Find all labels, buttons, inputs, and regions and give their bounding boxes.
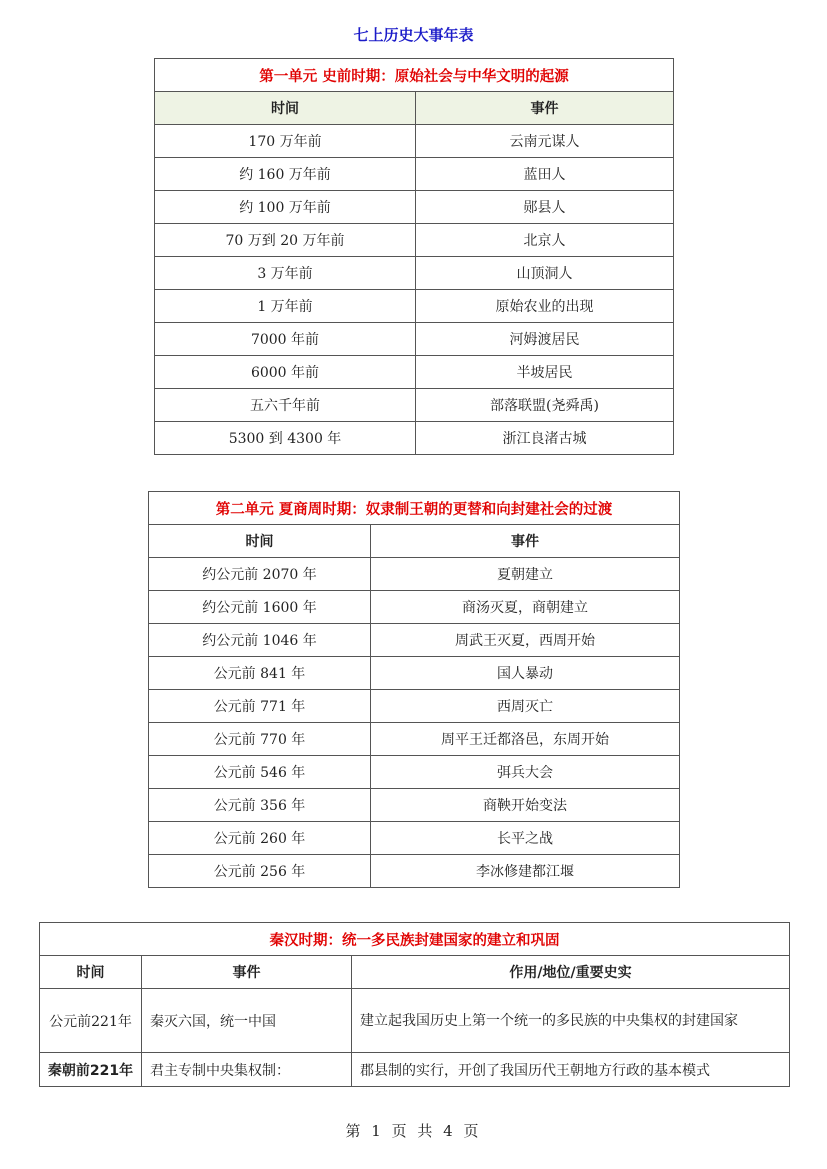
table-row — [149, 822, 680, 855]
table-row — [149, 690, 680, 723]
table-row — [149, 591, 680, 624]
time-cell: 70 万到 20 万年前 — [155, 224, 416, 257]
unit1-table — [154, 58, 674, 455]
table-row — [149, 558, 680, 591]
table-row — [155, 191, 674, 224]
table-row — [149, 756, 680, 789]
time-cell: 约 100 万年前 — [155, 191, 416, 224]
table-row — [149, 855, 680, 888]
unit3-title-row — [40, 923, 790, 956]
unit2-table — [148, 491, 680, 888]
unit2-col-time: 时间 — [149, 525, 371, 558]
event-cell: 长平之战 — [371, 822, 680, 855]
time-cell: 公元前 256 年 — [149, 855, 371, 888]
event-cell: 河姆渡居民 — [416, 323, 674, 356]
event-cell: 西周灭亡 — [371, 690, 680, 723]
unit1-col-event: 事件 — [416, 92, 674, 125]
time-cell: 公元前221年 — [40, 989, 142, 1053]
time-cell: 公元前 841 年 — [149, 657, 371, 690]
role-cell: 郡县制的实行，开创了我国历代王朝地方行政的基本模式 — [352, 1053, 790, 1087]
time-cell: 7000 年前 — [155, 323, 416, 356]
table-row — [155, 323, 674, 356]
time-cell: 公元前 260 年 — [149, 822, 371, 855]
document-title: 七上历史大事年表 — [353, 26, 474, 44]
table-row — [155, 158, 674, 191]
event-cell: 君主专制中央集权制： — [142, 1053, 352, 1087]
time-cell: 公元前 770 年 — [149, 723, 371, 756]
unit2-col-event: 事件 — [371, 525, 680, 558]
table-row — [155, 422, 674, 455]
event-cell: 山顶洞人 — [416, 257, 674, 290]
table-row — [149, 657, 680, 690]
event-cell: 周武王灭夏，西周开始 — [371, 624, 680, 657]
time-cell: 秦朝前221年 — [40, 1053, 142, 1087]
table-row — [40, 989, 790, 1053]
time-cell: 约 160 万年前 — [155, 158, 416, 191]
unit3-header-row — [40, 956, 790, 989]
time-cell: 1 万年前 — [155, 290, 416, 323]
role-cell: 建立起我国历史上第一个统一的多民族的中央集权的封建国家 — [352, 989, 790, 1053]
event-cell: 李冰修建都江堰 — [371, 855, 680, 888]
table-row — [155, 125, 674, 158]
time-cell: 约公元前 1600 年 — [149, 591, 371, 624]
unit1-title-row — [155, 59, 674, 92]
event-cell: 北京人 — [416, 224, 674, 257]
event-cell: 郧县人 — [416, 191, 674, 224]
unit3-col-event: 事件 — [142, 956, 352, 989]
unit1-col-time: 时间 — [155, 92, 416, 125]
table-row — [40, 1053, 790, 1087]
time-cell: 约公元前 2070 年 — [149, 558, 371, 591]
event-cell: 云南元谋人 — [416, 125, 674, 158]
table-row — [155, 224, 674, 257]
event-cell: 浙江良渚古城 — [416, 422, 674, 455]
event-cell: 商汤灭夏，商朝建立 — [371, 591, 680, 624]
table-row — [155, 356, 674, 389]
event-cell: 夏朝建立 — [371, 558, 680, 591]
time-cell: 公元前 771 年 — [149, 690, 371, 723]
event-cell: 部落联盟(尧舜禹) — [416, 389, 674, 422]
page-footer: 第 1 页 共 4 页 — [345, 1122, 482, 1140]
unit1-header-row — [155, 92, 674, 125]
event-cell: 弭兵大会 — [371, 756, 680, 789]
unit1-title: 第一单元 史前时期：原始社会与中华文明的起源 — [155, 59, 674, 92]
unit2-title: 第二单元 夏商周时期：奴隶制王朝的更替和向封建社会的过渡 — [149, 492, 680, 525]
event-cell: 半坡居民 — [416, 356, 674, 389]
unit2-header-row — [149, 525, 680, 558]
unit3-col-time: 时间 — [40, 956, 142, 989]
event-cell: 蓝田人 — [416, 158, 674, 191]
time-cell: 五六千年前 — [155, 389, 416, 422]
table-row — [149, 723, 680, 756]
event-cell: 周平王迁都洛邑，东周开始 — [371, 723, 680, 756]
time-cell: 公元前 356 年 — [149, 789, 371, 822]
table-row — [155, 257, 674, 290]
time-cell: 3 万年前 — [155, 257, 416, 290]
unit2-title-row — [149, 492, 680, 525]
time-cell: 约公元前 1046 年 — [149, 624, 371, 657]
unit3-title: 秦汉时期：统一多民族封建国家的建立和巩固 — [40, 923, 790, 956]
event-cell: 国人暴动 — [371, 657, 680, 690]
table-row — [149, 624, 680, 657]
event-cell: 秦灭六国，统一中国 — [142, 989, 352, 1053]
unit3-table — [39, 922, 790, 1087]
time-cell: 6000 年前 — [155, 356, 416, 389]
table-row — [155, 290, 674, 323]
table-row — [155, 389, 674, 422]
unit3-col-role: 作用/地位/重要史实 — [352, 956, 790, 989]
time-cell: 5300 到 4300 年 — [155, 422, 416, 455]
time-cell: 公元前 546 年 — [149, 756, 371, 789]
time-cell: 170 万年前 — [155, 125, 416, 158]
event-cell: 原始农业的出现 — [416, 290, 674, 323]
event-cell: 商鞅开始变法 — [371, 789, 680, 822]
table-row — [149, 789, 680, 822]
